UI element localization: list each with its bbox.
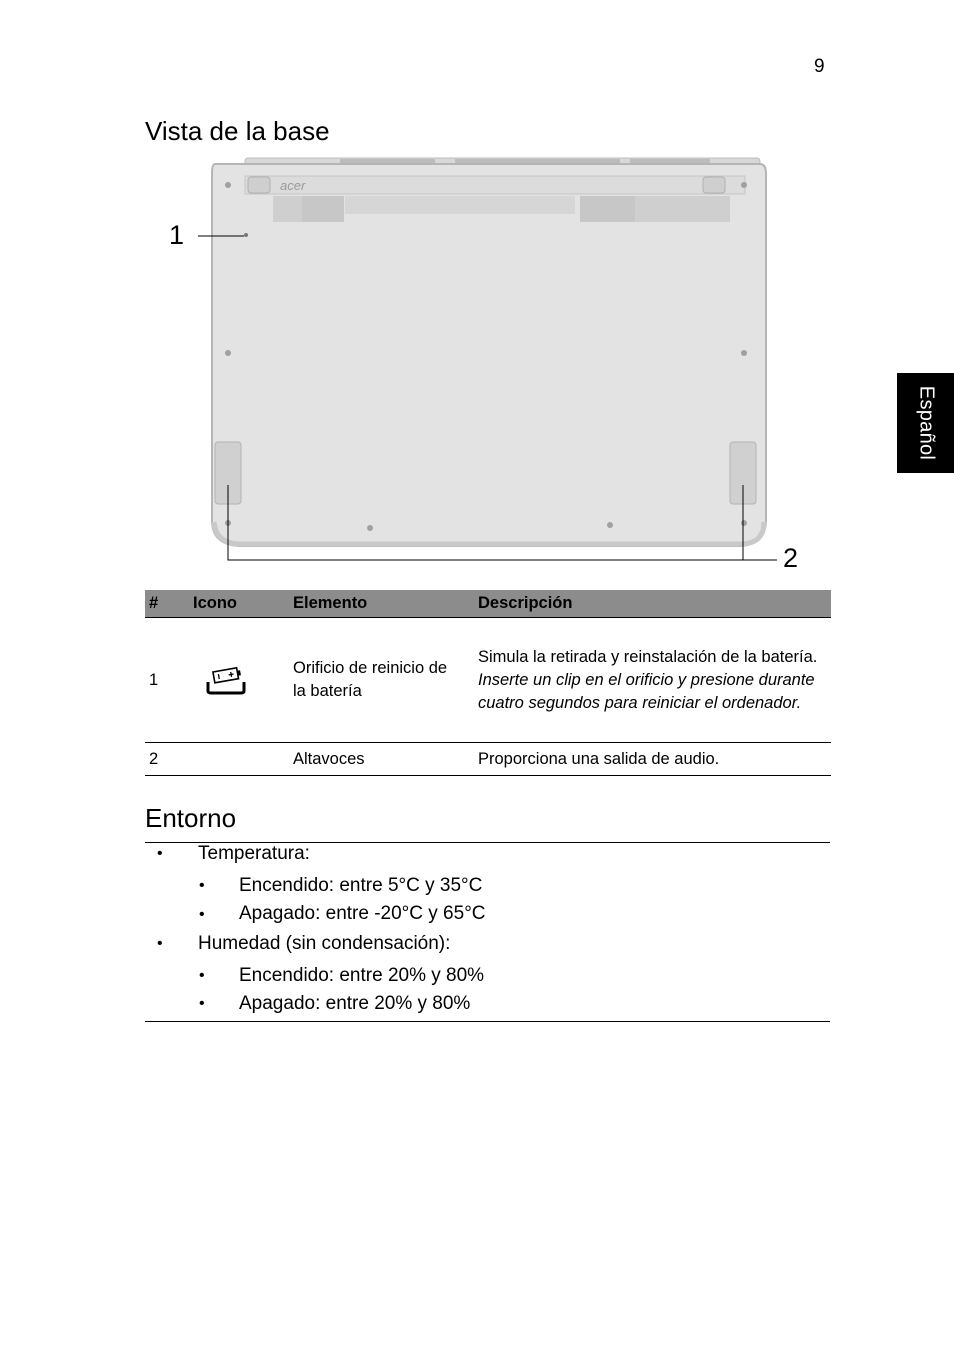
label-strip [245, 176, 745, 194]
callout-number-2: 2 [783, 543, 799, 573]
row-icon-cell [189, 743, 289, 776]
language-tab [897, 373, 954, 473]
header-icon: Icono [189, 590, 289, 618]
bullet: • [199, 995, 205, 1012]
section-title-base-view: Vista de la base [145, 116, 330, 146]
section-title-environment: Entorno [145, 803, 237, 833]
vent-grille-right-outer [635, 196, 730, 222]
row-num: 1 [145, 618, 189, 743]
row-icon-cell [189, 618, 289, 743]
screw [225, 182, 231, 188]
screw [607, 522, 613, 528]
env-subitem: Encendido: entre 20% y 80% [239, 965, 485, 986]
screw [367, 525, 373, 531]
table-row [145, 743, 831, 776]
battery-reset-hole [244, 233, 248, 237]
row-element: Orificio de reinicio de la batería [293, 659, 448, 700]
vent-grille-center [345, 196, 575, 214]
env-subitem: Apagado: entre -20°C y 65°C [239, 903, 486, 924]
laptop-bottom-illustration [160, 150, 820, 580]
rubber-foot-top-left [248, 177, 270, 193]
row-description: Simula la retirada y reinstalación de la batería. [478, 647, 818, 666]
vent-grille-right-inner [580, 196, 635, 222]
env-subitem: Encendido: entre 5°C y 35°C [239, 875, 483, 896]
row-element-cell [289, 618, 474, 743]
env-item-temperature: Temperatura: [198, 843, 310, 864]
row-description-note: Inserte un clip en el orificio y presione durante cuatro segundos para reiniciar el ordenador. [478, 670, 815, 712]
components-table [145, 590, 831, 776]
header-num: # [145, 590, 189, 618]
table-header-row [145, 590, 831, 618]
laptop-bottom-drawing [160, 150, 820, 580]
rubber-foot-top-right [703, 177, 725, 193]
vent-grille-left-inner [302, 196, 344, 222]
table-row [145, 618, 831, 743]
page-number: 9 [814, 56, 825, 77]
bullet: • [199, 906, 205, 923]
callout-number-1: 1 [169, 220, 185, 250]
bullet: • [199, 967, 205, 984]
row-description: Proporciona una salida de audio. [474, 743, 831, 776]
screw [741, 350, 747, 356]
screw [225, 350, 231, 356]
row-num: 2 [145, 743, 189, 776]
language-tab-label: Español [915, 385, 937, 461]
bullet: • [157, 935, 163, 952]
header-description: Descripción [474, 590, 831, 618]
env-divider-bottom [145, 1021, 830, 1022]
row-description-cell [474, 618, 831, 743]
bullet: • [199, 877, 205, 894]
screw [741, 182, 747, 188]
header-element: Elemento [289, 590, 474, 618]
bullet: • [157, 845, 163, 862]
brand-logo: acer [280, 178, 306, 193]
env-item-humidity: Humedad (sin condensación): [198, 933, 451, 954]
row-element: Altavoces [289, 743, 474, 776]
screw [741, 520, 747, 526]
battery-reset-icon [205, 665, 247, 695]
env-subitem: Apagado: entre 20% y 80% [239, 993, 471, 1014]
